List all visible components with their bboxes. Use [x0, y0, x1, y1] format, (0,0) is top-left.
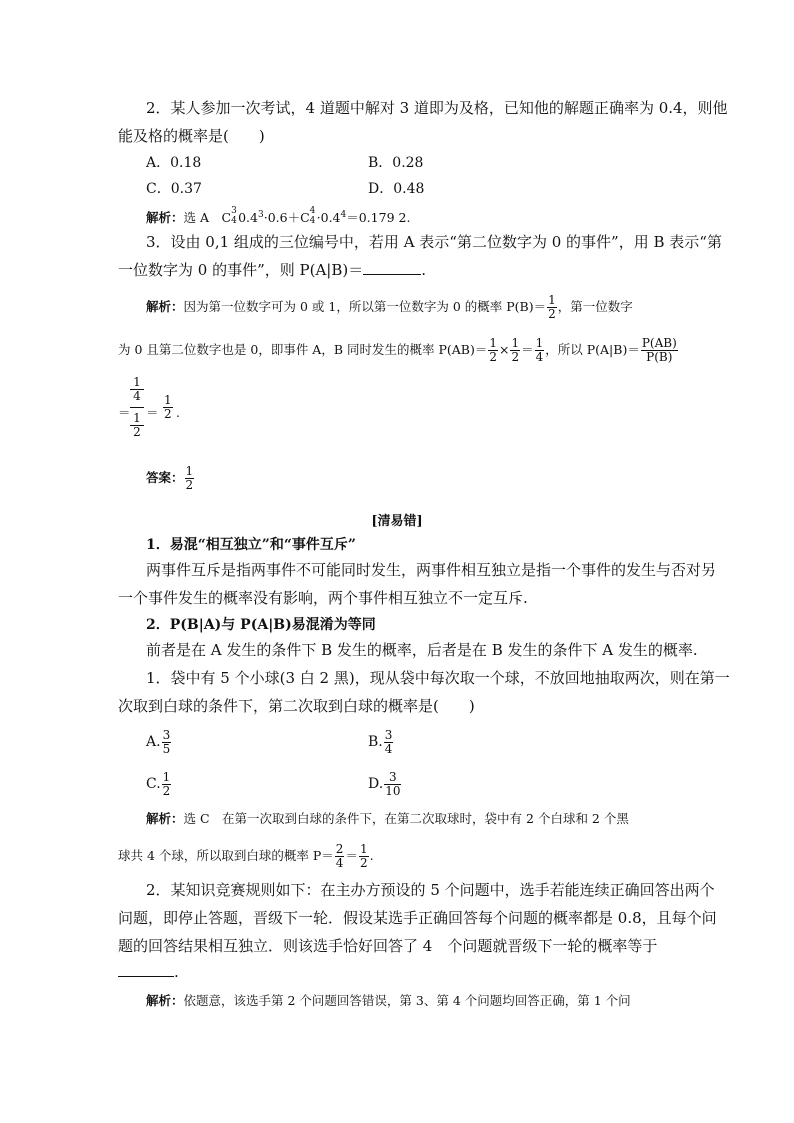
frac-den: 2 [162, 783, 171, 798]
fraction [162, 729, 172, 756]
frac-num: 1 [130, 376, 144, 390]
q2-solution [146, 206, 410, 227]
p1-solution-line1 [146, 810, 629, 828]
frac-den: 4 [535, 350, 544, 364]
q2-sol-text2: 0.4 [238, 210, 258, 226]
fraction [384, 729, 394, 756]
q2-option-b: B．0.28 [368, 155, 424, 171]
fraction-quarter-over-half [130, 376, 144, 439]
q3-sol-l1a: 因为第一位数字可为 0 或 1，所以第一位数字为 0 的概率 P(B)＝ [183, 299, 547, 314]
frac-num: 1 [185, 464, 194, 478]
p1-option-b [368, 724, 394, 760]
p1-stem-line2: 次取到白球的条件下，第二次取到白球的概率是( ) [118, 697, 475, 715]
p1-sol-l1: 选 C 在第一次取到白球的条件下，在第二次取球时，袋中有 2 个白球和 2 个黑 [183, 811, 629, 826]
frac-den: 2 [511, 350, 520, 364]
frac-num: 1 [511, 336, 520, 350]
err1-title: 1．易混“相互独立”和“事件互斥” [146, 537, 356, 553]
frac-den: 4 [130, 390, 144, 408]
option-letter: D. [368, 776, 384, 792]
fraction-half [510, 337, 520, 364]
p1-stem-line1: 1．袋中有 5 个小球(3 白 2 黑)，现从袋中每次取一个球，不放回地抽取两次，则在第一 [146, 669, 730, 687]
option-letter: B. [368, 734, 383, 750]
q3-solution-label: 解析： [146, 299, 184, 314]
p1-solution-line2 [118, 838, 374, 874]
frac-den: 2 [133, 425, 141, 439]
equals-sign: ＝ [146, 405, 159, 420]
q3-stem-line2-period: . [421, 261, 427, 279]
frac-den: 2 [359, 856, 368, 870]
q2-sol-text4: ·0.4 [316, 210, 341, 226]
p2-stem-line1: 2．某知识竞赛规则如下：在主办方预设的 5 个问题中，选手若能连续正确回答出两个 [146, 881, 715, 899]
p1-sol-l2a: 球共 4 个球，所以取到白球的概率 P＝ [118, 848, 334, 863]
option-letter: C. [146, 776, 161, 792]
fraction-half [488, 337, 498, 364]
fraction-half [163, 394, 173, 421]
q2-sol-sub3: 4 [309, 216, 316, 227]
fraction-half [185, 465, 195, 492]
fraction-quarter [535, 337, 545, 364]
period: . [369, 848, 374, 863]
p1-option-c [146, 766, 172, 802]
fraction-half [547, 294, 557, 321]
equals-sign: ＝ [521, 342, 534, 357]
equals-sign: ＝ [345, 848, 358, 863]
q3-stem-line2 [118, 260, 426, 280]
q2-option-c: C．0.37 [146, 181, 202, 197]
q2-option-d: D．0.48 [368, 181, 425, 197]
p1-option-a [146, 724, 172, 760]
q2-option-a: A．0.18 [146, 155, 202, 171]
p2-stem-line4 [118, 962, 179, 982]
solution-label: 解析： [146, 811, 184, 826]
frac-den: P(B) [646, 350, 673, 364]
q3-sol-l2b: ，所以 P(A|B)＝ [545, 342, 640, 357]
frac-num: 1 [164, 393, 172, 407]
answer-label: 答案： [146, 470, 184, 485]
q2-sol-sup3: 4 [309, 206, 316, 217]
answer-blank[interactable] [118, 964, 174, 977]
frac-num: 3 [384, 771, 401, 785]
p2-sol-l1: 依题意，该选手第 2 个问题回答错误，第 3、第 4 个问题均回答正确，第 1 个问 [183, 993, 631, 1008]
frac-den: 2 [489, 350, 497, 364]
frac-den: 2 [548, 307, 556, 321]
frac-num: 1 [359, 842, 368, 856]
frac-den: 4 [335, 856, 344, 870]
err2-body: 前者是在 A 发生的条件下 B 发生的概率，后者是在 B 发生的条件下 A 发生的概率. [146, 641, 698, 659]
period: . [174, 963, 179, 981]
q3-sol-l2a: 为 0 且第二位数字也是 0，即事件 A，B 同时发生的概率 P(AB)＝ [118, 342, 488, 357]
fraction-pab-pb [641, 337, 678, 364]
frac-den: 4 [384, 741, 393, 756]
frac-num: 1 [489, 336, 497, 350]
frac-num: 3 [384, 727, 393, 742]
q2-sol-sup4: 4 [340, 210, 347, 220]
err2-title: 2．P(B|A)与 P(A|B)易混淆为等同 [146, 617, 376, 633]
frac-den: 10 [385, 783, 401, 798]
q2-sol-sub1: 4 [231, 216, 237, 227]
q3-answer [146, 460, 195, 496]
p2-stem-line2: 问题，即停止答题，晋级下一轮．假设某选手正确回答每个问题的概率都是 0.8，且每个问 [118, 909, 717, 927]
fraction [162, 771, 172, 798]
q2-stem-line1: 2．某人参加一次考试，4 道题中解对 3 道即为及格，已知他的解题正确率为 0.4，则他 [146, 99, 728, 117]
q2-sol-sup2: 3 [257, 210, 264, 220]
q2-sol-text3: ·0.6＋C [263, 210, 310, 226]
frac-den: 2 [164, 407, 172, 421]
q3-solution-line2 [118, 332, 679, 368]
q2-sol-text5: ＝0.179 2. [346, 210, 411, 226]
fraction [359, 843, 369, 870]
period: . [176, 405, 180, 420]
solution-label: 解析： [146, 993, 184, 1008]
frac-den: 2 [185, 478, 194, 492]
frac-den: 5 [162, 741, 171, 756]
frac-num: 1 [130, 412, 144, 426]
p2-solution-line1 [146, 992, 631, 1010]
frac-num: 1 [535, 336, 544, 350]
times-sign: × [498, 342, 510, 357]
option-letter: A. [146, 734, 161, 750]
q2-sol-text: 选 A C [183, 210, 232, 226]
frac-num: 1 [548, 293, 556, 307]
answer-blank[interactable] [363, 262, 421, 275]
err1-body-line2: 一个事件发生的概率没有影响，两个事件相互独立不一定互斥. [118, 589, 528, 607]
q3-stem-line1: 3．设由 0,1 组成的三位编号中，若用 A 表示“第二位数字为 0 的事件”，用 B 表示“第 [146, 233, 722, 251]
frac-num: P(AB) [641, 336, 677, 350]
fraction [384, 771, 401, 798]
equals-sign: ＝ [118, 405, 131, 420]
frac-num: 3 [162, 727, 171, 742]
err1-body-line1: 两事件互斥是指两事件不可能同时发生，两事件相互独立是指一个事件的发生与否对另 [146, 561, 717, 579]
frac-num: 1 [162, 769, 171, 784]
q3-sol-l1b: ，第一位数字 [557, 299, 633, 314]
p2-stem-line3: 题的回答结果相互独立．则该选手恰好回答了 4 个问题就晋级下一轮的概率等于 [118, 937, 658, 955]
q3-solution-line1 [146, 290, 633, 324]
frac-num: 2 [335, 842, 344, 856]
q2-solution-label: 解析： [146, 210, 184, 226]
q2-sol-sup1: 3 [231, 206, 237, 217]
p1-option-d [368, 766, 402, 802]
section-title: [清易错] [371, 514, 423, 529]
fraction [335, 843, 345, 870]
q2-stem-line2: 能及格的概率是( ) [118, 127, 265, 145]
q3-stem-line2-text: 一位数字为 0 的事件”，则 P(A|B)＝ [118, 261, 364, 279]
